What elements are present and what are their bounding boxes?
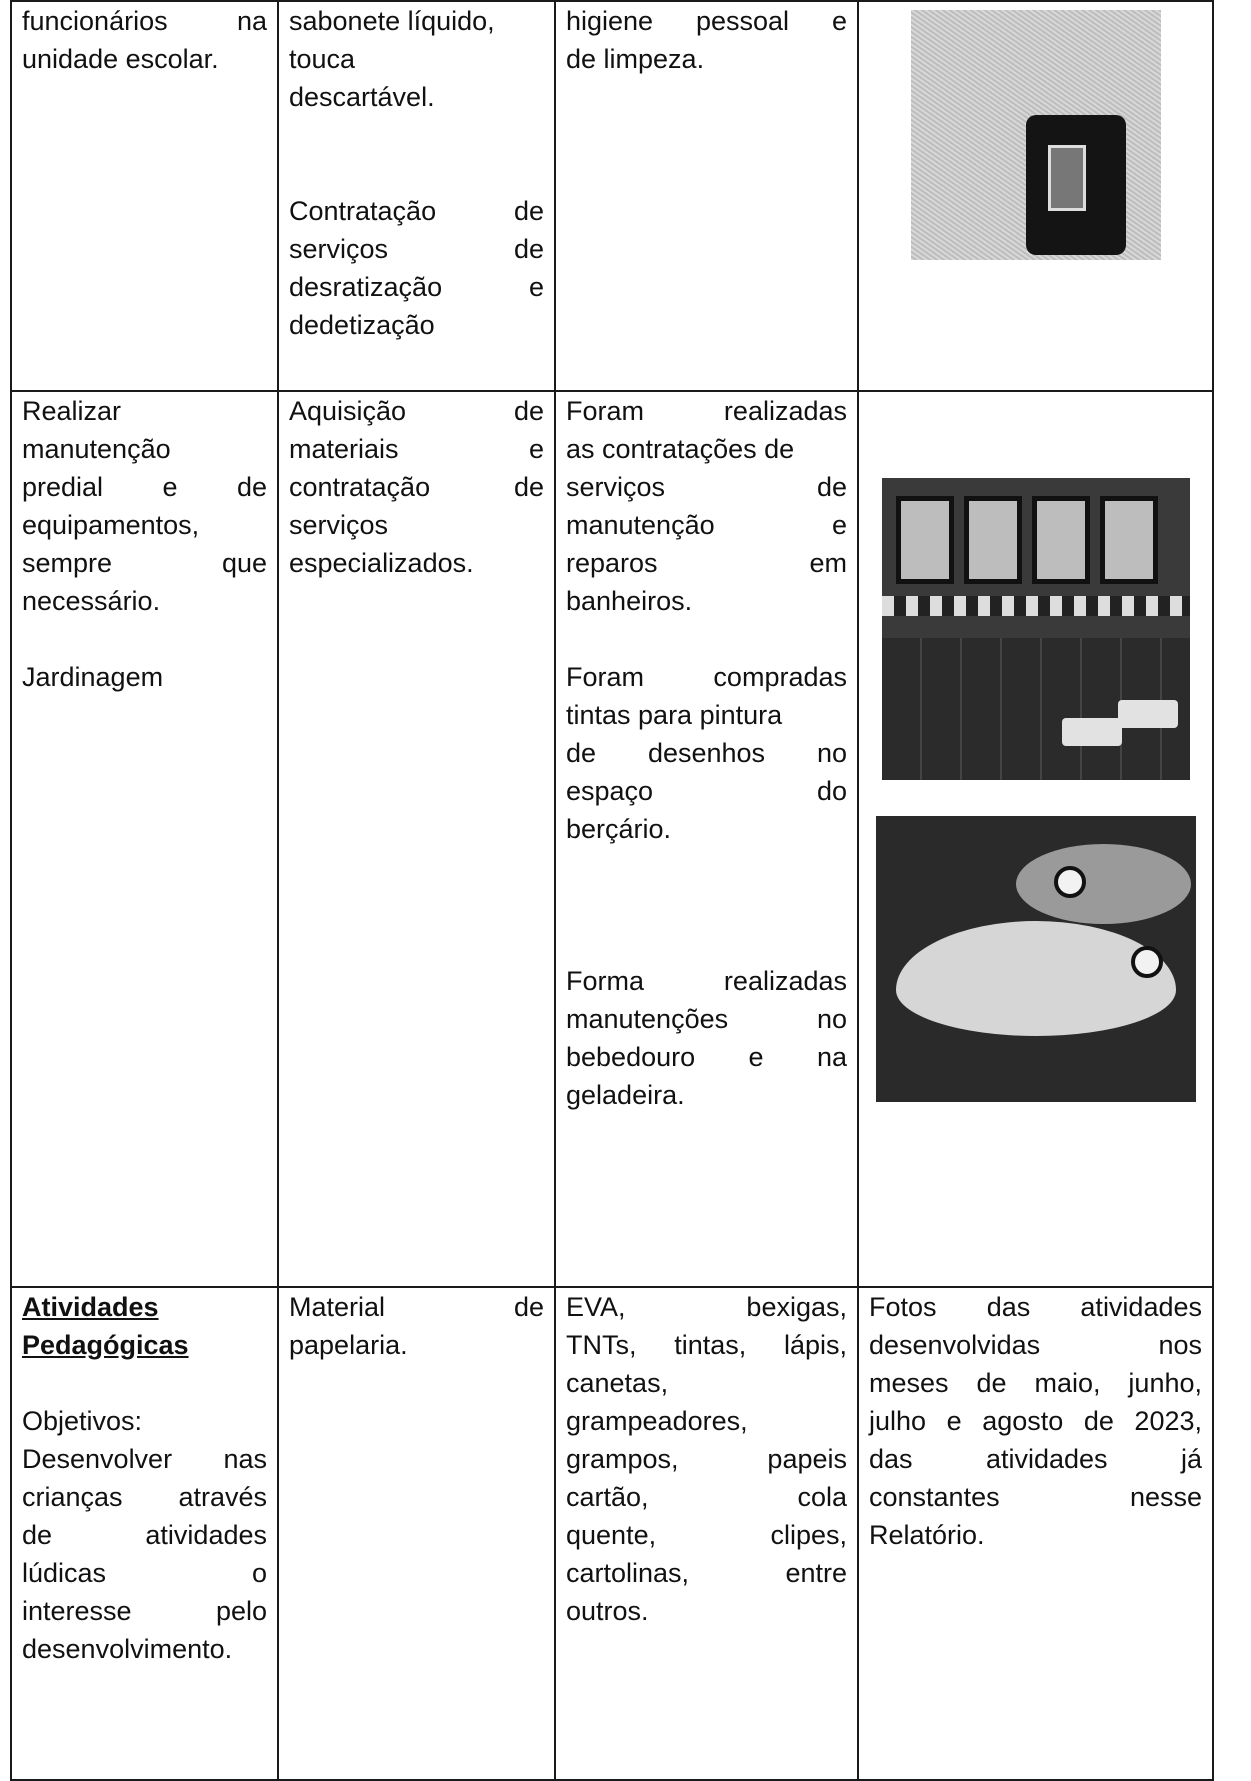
cell-objective: [11, 1, 278, 391]
classroom-photo: [882, 478, 1190, 780]
text-line: grampeadores,: [566, 1406, 748, 1436]
text-line: serviços de: [289, 234, 544, 264]
text-line: Foram realizadas: [566, 396, 847, 426]
text-line: contratação de: [289, 472, 544, 502]
cell-evidence: [858, 1287, 1213, 1780]
cell-results: [555, 1287, 858, 1780]
text-line: interesse pelo: [22, 1596, 267, 1626]
cell-actions: [278, 1, 555, 391]
text-line: serviços: [289, 510, 389, 540]
report-table: [10, 0, 1214, 1781]
section-heading: Pedagógicas: [22, 1330, 189, 1360]
text-line: Aquisição de: [289, 396, 544, 426]
cell-objective: [11, 391, 278, 1287]
text-line: reparos em: [566, 548, 847, 578]
text-line: Realizar: [22, 396, 122, 426]
text-line: Fotos das atividades: [869, 1292, 1202, 1322]
text-line: Desenvolver nas: [22, 1444, 267, 1474]
text-line: higiene pessoal e: [566, 6, 847, 36]
text-line: predial e de: [22, 472, 267, 502]
text-line: julho e agosto de 2023,: [869, 1406, 1202, 1436]
text-line: EVA, bexigas,: [566, 1292, 847, 1322]
text-line: Foram compradas: [566, 662, 847, 692]
text-line: funcionários na: [22, 6, 267, 36]
text-line: Jardinagem: [22, 662, 164, 692]
text-line: Relatório.: [869, 1520, 985, 1550]
text-line: crianças através: [22, 1482, 267, 1512]
text-line: tintas para pintura: [566, 700, 783, 730]
text-line: de atividades: [22, 1520, 267, 1550]
text-line: desratização e: [289, 272, 544, 302]
text-line: especializados.: [289, 548, 474, 578]
text-line: dedetização: [289, 310, 435, 340]
text-line: Material de: [289, 1292, 544, 1322]
text-line: sempre que: [22, 548, 267, 578]
text-line: espaço do: [566, 776, 847, 806]
text-line: papelaria.: [289, 1330, 408, 1360]
cell-evidence: [858, 1, 1213, 391]
cell-objective: [11, 1287, 278, 1780]
table-row-pedagogical: [11, 1287, 1213, 1780]
cell-evidence: [858, 391, 1213, 1287]
text-line: Forma realizadas: [566, 966, 847, 996]
text-line: geladeira.: [566, 1080, 685, 1110]
text-line: berçário.: [566, 814, 672, 844]
text-line: manutenção e: [566, 510, 847, 540]
text-line: as contratações de: [566, 434, 795, 464]
section-heading: Atividades: [22, 1292, 159, 1322]
table-row-hygiene: [11, 1, 1213, 391]
text-line: canetas,: [566, 1368, 669, 1398]
text-line: Contratação de: [289, 196, 544, 226]
text-line: banheiros.: [566, 586, 693, 616]
text-line: lúdicas o: [22, 1558, 267, 1588]
text-line: Objetivos:: [22, 1406, 143, 1436]
text-line: materiais e: [289, 434, 544, 464]
text-line: bebedouro e na: [566, 1042, 847, 1072]
cell-actions: [278, 1287, 555, 1780]
text-line: de limpeza.: [566, 44, 705, 74]
text-line: unidade escolar.: [22, 44, 219, 74]
text-line: serviços de: [566, 472, 847, 502]
text-line: cartolinas, entre: [566, 1558, 847, 1588]
text-line: meses de maio, junho,: [869, 1368, 1202, 1398]
text-line: equipamentos,: [22, 510, 200, 540]
text-line: de desenhos no: [566, 738, 847, 768]
text-line: sabonete líquido,: [289, 6, 495, 36]
text-line: desenvolvimento.: [22, 1634, 233, 1664]
text-line: quente, clipes,: [566, 1520, 847, 1550]
text-line: grampos, papeis: [566, 1444, 847, 1474]
dispenser-photo: [911, 10, 1161, 260]
text-line: necessário.: [22, 586, 161, 616]
text-line: cartão, cola: [566, 1482, 847, 1512]
text-line: manutenção: [22, 434, 171, 464]
cell-actions: [278, 391, 555, 1287]
text-line: manutenções no: [566, 1004, 847, 1034]
text-line: das atividades já: [869, 1444, 1202, 1474]
whale-mural-photo: [876, 816, 1196, 1102]
cell-results: [555, 391, 858, 1287]
text-line: TNTs, tintas, lápis,: [566, 1330, 847, 1360]
text-line: touca: [289, 44, 356, 74]
text-line: constantes nesse: [869, 1482, 1202, 1512]
cell-results: [555, 1, 858, 391]
text-line: desenvolvidas nos: [869, 1330, 1202, 1360]
text-line: outros.: [566, 1596, 649, 1626]
text-line: descartável.: [289, 82, 435, 112]
table-row-maintenance: [11, 391, 1213, 1287]
